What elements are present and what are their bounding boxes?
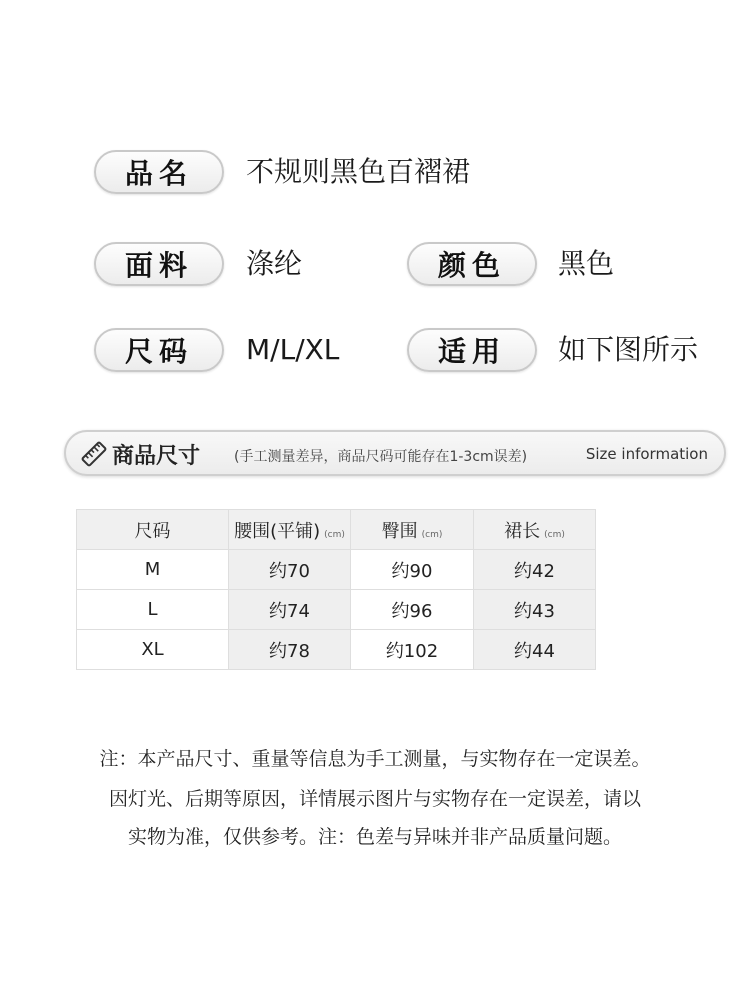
table-header-row [77,510,596,550]
note-line-1: 注：本产品尺寸、重量等信息为手工测量，与实物存在一定误差。 [99,748,651,770]
color-label: 颜色 [437,249,506,282]
table-cell: 约96 [351,590,474,630]
unit-label: (cm) [324,529,345,540]
header-waist: 腰围(平铺) (cm) [229,510,351,550]
table-row [77,550,596,590]
size-value: M/L/XL [246,333,340,366]
table-cell: 约90 [351,550,474,590]
fit-label: 适用 [437,335,506,368]
table-cell: 约43 [474,590,596,630]
fit-label-pill [407,328,537,372]
table-cell: 约78 [229,630,351,670]
size-label-pill [94,328,224,372]
header-length: 裙长 (cm) [474,510,596,550]
color-label-pill [407,242,537,286]
color-value: 黑色 [558,247,615,280]
banner-title: 商品尺寸 [112,444,201,469]
table-cell: 约42 [474,550,596,590]
name-value: 不规则黑色百褶裙 [246,155,471,188]
unit-label: (cm) [544,529,565,540]
size-info-banner [64,430,726,476]
table-cell: 约70 [229,550,351,590]
unit-label: (cm) [421,529,443,540]
name-label: 品名 [124,157,193,190]
table-cell: XL [77,630,229,670]
note-line-2: 因灯光、后期等原因，详情展示图片与实物存在一定误差，请以 [108,788,641,810]
table-cell: L [77,590,229,630]
table-row [77,590,596,630]
table-cell: M [77,550,229,590]
note-line-3: 实物为准，仅供参考。注：色差与异味并非产品质量问题。 [127,826,622,848]
fabric-label: 面料 [124,249,193,282]
size-table [76,509,596,670]
table-cell: 约44 [474,630,596,670]
banner-note: (手工测量差异，商品尺码可能存在1-3cm误差) [234,449,528,465]
table-row [77,630,596,670]
banner-english: Size information [585,445,708,463]
table-cell: 约102 [351,630,474,670]
table-cell: 约74 [229,590,351,630]
fit-value: 如下图所示 [558,333,699,366]
fabric-value: 涤纶 [246,247,303,280]
fabric-label-pill [94,242,224,286]
header-hip: 臀围 (cm) [351,510,474,550]
size-label: 尺码 [124,335,193,368]
name-label-pill [94,150,224,194]
header-size: 尺码 [77,510,229,550]
ruler-icon [80,440,108,468]
